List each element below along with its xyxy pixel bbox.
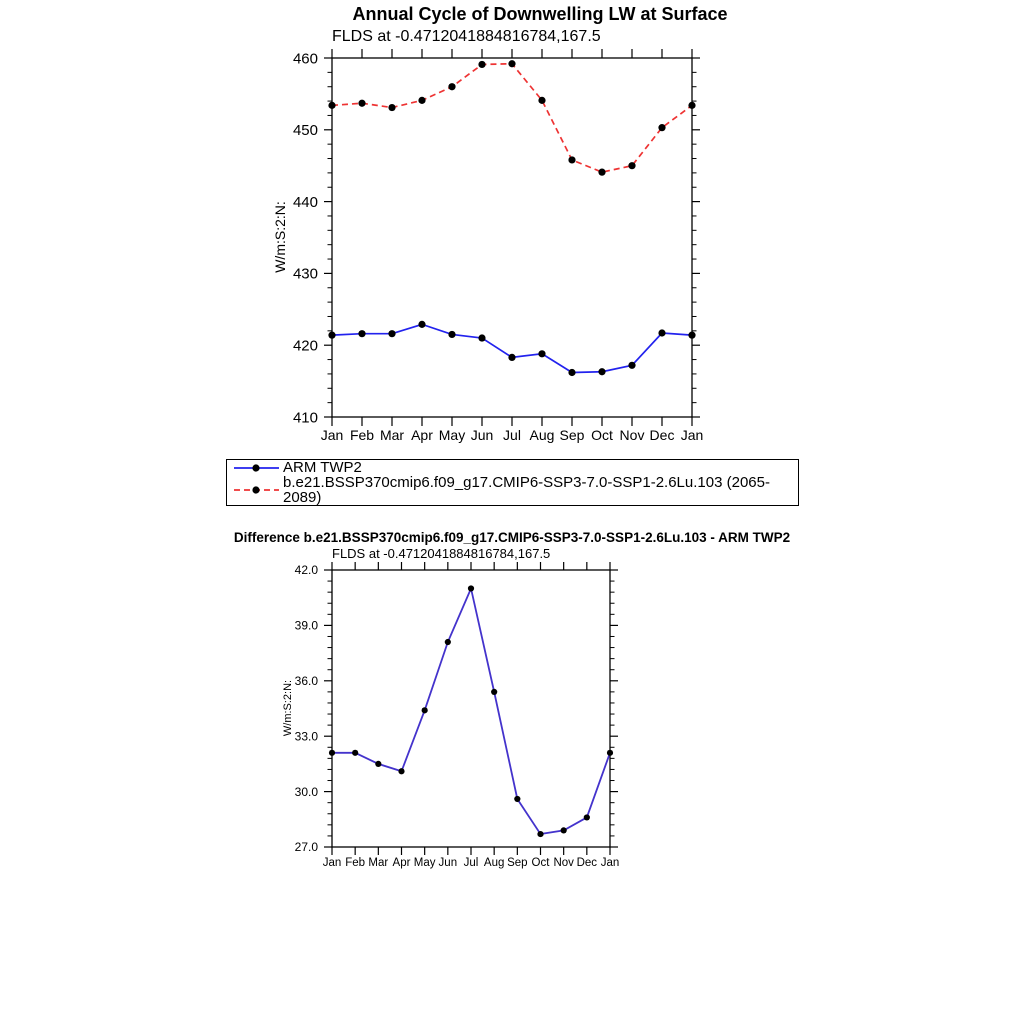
data-point-marker (537, 831, 543, 837)
data-point-marker (448, 83, 455, 90)
x-tick-label: Jan (680, 427, 704, 443)
data-point-marker (688, 332, 695, 339)
data-point-marker (358, 330, 365, 337)
x-tick-label: Oct (531, 857, 550, 869)
series-line (332, 64, 692, 172)
x-tick-label: Dec (649, 427, 675, 443)
y-tick-label: 39.0 (294, 618, 318, 633)
legend-solid-line-sample (233, 463, 280, 473)
data-point-marker (538, 350, 545, 357)
y-tick-label: 42.0 (294, 563, 318, 578)
x-tick-label: Feb (345, 857, 366, 869)
top-chart-y-axis-label: W/m:S:2:N: (272, 201, 288, 273)
x-tick-label: Jan (322, 857, 342, 869)
data-point-marker (607, 750, 613, 756)
data-point-marker (598, 169, 605, 176)
x-tick-label: Jan (600, 857, 620, 869)
y-tick-label: 420 (292, 337, 318, 355)
x-tick-label: Nov (553, 857, 574, 869)
data-point-marker (328, 102, 335, 109)
x-tick-label: Apr (411, 427, 433, 443)
data-point-marker (568, 369, 575, 376)
x-tick-label: May (413, 857, 436, 869)
data-point-marker (478, 334, 485, 341)
x-tick-label: Nov (619, 427, 645, 443)
y-tick-label: 430 (292, 265, 318, 283)
x-tick-label: Sep (559, 427, 585, 443)
data-point-marker (514, 796, 520, 802)
x-tick-label: Jan (320, 427, 344, 443)
data-point-marker (375, 761, 381, 767)
plot-frame (332, 58, 692, 417)
data-point-marker (388, 104, 395, 111)
y-tick-label: 30.0 (294, 784, 318, 799)
x-tick-label: Jun (470, 427, 494, 443)
x-tick-label: Dec (576, 857, 598, 869)
y-tick-label: 27.0 (294, 840, 318, 855)
x-tick-label: May (438, 427, 466, 443)
x-tick-label: Jun (438, 857, 458, 869)
x-tick-label: Sep (507, 857, 528, 869)
data-point-marker (328, 332, 335, 339)
data-point-marker (508, 60, 515, 67)
x-tick-label: Mar (379, 427, 405, 443)
plot-frame (332, 570, 610, 847)
data-point-marker (445, 639, 451, 645)
data-point-marker (422, 707, 428, 713)
data-point-marker (598, 368, 605, 375)
top-chart-title: Annual Cycle of Downwelling LW at Surface (352, 4, 728, 24)
series-line (332, 324, 692, 372)
legend-item-model-run (233, 475, 798, 505)
data-point-marker (358, 100, 365, 107)
data-point-marker (658, 329, 665, 336)
data-point-marker (584, 814, 590, 820)
data-point-marker (448, 331, 455, 338)
legend-dashed-line-sample (233, 485, 280, 495)
data-point-marker (628, 162, 635, 169)
legend-box (226, 459, 799, 506)
data-point-marker (491, 689, 497, 695)
series-line (332, 588, 610, 834)
y-tick-label: 410 (292, 409, 318, 427)
x-tick-label: Feb (349, 427, 375, 443)
y-tick-label: 460 (292, 50, 318, 68)
legend-label-arm-twp2: ARM TWP2 (283, 459, 362, 476)
data-point-marker (688, 102, 695, 109)
x-tick-label: Apr (392, 857, 411, 869)
data-point-marker (658, 124, 665, 131)
y-tick-label: 450 (292, 122, 318, 140)
top-chart-subtitle: FLDS at -0.4712041884816784,167.5 (332, 28, 601, 45)
x-tick-label: Jul (463, 857, 479, 869)
bottom-chart-title: Difference b.e21.BSSP370cmip6.f09_g17.CMIP6-SSP3-7.0-SSP1-2.6Lu.103 - ARM TWP2 (233, 530, 791, 545)
data-point-marker (561, 827, 567, 833)
x-tick-label: Mar (368, 857, 389, 869)
legend-item-arm-twp2 (233, 460, 798, 475)
data-point-marker (329, 750, 335, 756)
data-point-marker (508, 354, 515, 361)
data-point-marker (478, 61, 485, 68)
bottom-chart-y-axis-label: W/m:S:2:N: (282, 679, 294, 737)
data-point-marker (538, 97, 545, 104)
data-point-marker (628, 362, 635, 369)
y-tick-label: 440 (292, 193, 318, 211)
bottom-chart-subtitle: FLDS at -0.4712041884816784,167.5 (332, 546, 551, 561)
y-tick-label: 36.0 (294, 674, 318, 688)
x-tick-label: Jul (503, 427, 521, 443)
data-point-marker (388, 330, 395, 337)
data-point-marker (398, 768, 404, 774)
x-tick-label: Aug (483, 857, 505, 869)
x-tick-label: Oct (591, 427, 613, 443)
legend-marker-dot (252, 464, 259, 471)
y-tick-label: 33.0 (294, 729, 318, 744)
data-point-marker (352, 750, 358, 756)
data-point-marker (468, 585, 474, 591)
legend-label-model-run: b.e21.BSSP370cmip6.f09_g17.CMIP6-SSP3-7.0-SSP1-2.6Lu.103 (2065-2089) (283, 474, 770, 506)
x-tick-label: Aug (529, 427, 555, 443)
data-point-marker (568, 156, 575, 163)
legend-marker-dot (252, 486, 259, 493)
data-point-marker (418, 321, 425, 328)
data-point-marker (418, 97, 425, 104)
